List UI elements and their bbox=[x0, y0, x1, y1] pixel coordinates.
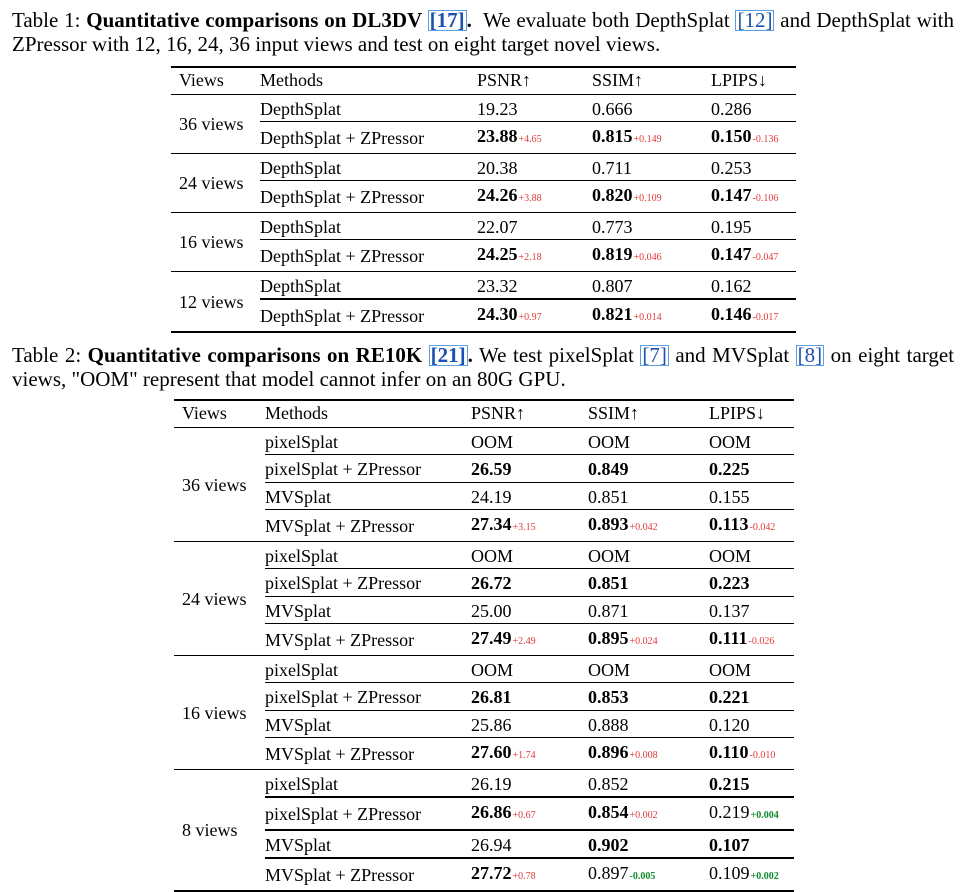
method-cell: pixelSplat + ZPressor bbox=[265, 455, 471, 483]
psnr-value: 27.72 bbox=[471, 863, 512, 883]
table2-caption-text-c: on eight target views, "OOM" represent that model cannot infer on an 80G GPU. bbox=[12, 343, 955, 391]
lpips-delta: -0.047 bbox=[752, 252, 779, 263]
table1-caption-label: Table 1: bbox=[12, 8, 81, 32]
views-cell: 8 views bbox=[174, 769, 265, 891]
ssim-value: 0.853 bbox=[588, 687, 629, 707]
method-cell: MVSplat + ZPressor bbox=[265, 858, 471, 891]
psnr-value: 24.30 bbox=[477, 304, 518, 324]
psnr-value: 26.81 bbox=[471, 687, 512, 707]
table-row bbox=[174, 797, 794, 830]
psnr-value: 26.72 bbox=[471, 573, 512, 593]
lpips-delta: -0.106 bbox=[752, 193, 779, 204]
table1-caption-title-text: Quantitative comparisons on DL3DV bbox=[86, 8, 422, 32]
lpips-cell bbox=[709, 482, 794, 510]
method-cell: MVSplat bbox=[265, 482, 471, 510]
lpips-delta: -0.026 bbox=[748, 636, 775, 647]
ssim-cell bbox=[588, 541, 709, 569]
table1-header-methods: Methods bbox=[260, 67, 477, 94]
table2-caption-title: Quantitative comparisons on RE10K [21]. bbox=[87, 343, 473, 367]
lpips-cell bbox=[711, 240, 796, 272]
psnr-value: OOM bbox=[471, 545, 514, 566]
psnr-value: 26.59 bbox=[471, 459, 512, 479]
ssim-cell bbox=[588, 858, 709, 891]
psnr-value: 22.07 bbox=[477, 216, 518, 237]
psnr-delta: +0.67 bbox=[512, 810, 536, 821]
psnr-cell bbox=[477, 240, 592, 272]
lpips-cell bbox=[709, 596, 794, 624]
lpips-value: 0.113 bbox=[709, 514, 749, 534]
table2-citation-link-21[interactable]: [21] bbox=[430, 343, 466, 367]
ssim-cell bbox=[592, 212, 711, 240]
lpips-value: 0.195 bbox=[711, 216, 752, 237]
ssim-cell bbox=[588, 510, 709, 542]
table2-header-methods: Methods bbox=[265, 400, 471, 427]
ssim-cell bbox=[588, 797, 709, 830]
lpips-cell bbox=[709, 510, 794, 542]
method-cell: MVSplat bbox=[265, 710, 471, 738]
table-row bbox=[171, 153, 796, 181]
psnr-cell bbox=[471, 830, 588, 859]
table1-caption-text-b: and DepthSplat with ZPressor with 12, 16, 24, 36 input views and test on eight target novel views. bbox=[12, 8, 955, 56]
psnr-delta: +0.78 bbox=[512, 871, 536, 882]
table-row bbox=[171, 212, 796, 240]
lpips-cell bbox=[711, 212, 796, 240]
psnr-delta: +4.65 bbox=[518, 134, 542, 145]
lpips-value: 0.219 bbox=[709, 802, 750, 822]
method-cell: pixelSplat + ZPressor bbox=[265, 683, 471, 711]
table-group bbox=[171, 94, 796, 153]
ssim-cell bbox=[588, 596, 709, 624]
lpips-cell bbox=[711, 299, 796, 332]
lpips-cell bbox=[709, 830, 794, 859]
psnr-cell bbox=[477, 181, 592, 213]
ssim-cell bbox=[588, 569, 709, 597]
psnr-value: OOM bbox=[471, 659, 514, 680]
table-group bbox=[171, 153, 796, 212]
table1-header-views: Views bbox=[171, 67, 260, 94]
method-cell: MVSplat bbox=[265, 830, 471, 859]
ssim-cell bbox=[588, 427, 709, 455]
psnr-cell bbox=[471, 596, 588, 624]
lpips-cell bbox=[709, 541, 794, 569]
psnr-value: 26.19 bbox=[471, 773, 512, 794]
lpips-delta: -0.042 bbox=[749, 522, 776, 533]
table-row bbox=[174, 830, 794, 859]
ssim-value: 0.807 bbox=[592, 275, 633, 296]
lpips-value: OOM bbox=[709, 431, 752, 452]
table-row bbox=[174, 510, 794, 542]
method-cell: MVSplat + ZPressor bbox=[265, 738, 471, 770]
lpips-cell bbox=[709, 569, 794, 597]
table2-caption-title-text: Quantitative comparisons on RE10K bbox=[87, 343, 423, 367]
psnr-value: 20.38 bbox=[477, 157, 518, 178]
psnr-cell bbox=[477, 299, 592, 332]
table1-caption-title: Quantitative comparisons on DL3DV [17]. bbox=[86, 8, 472, 32]
lpips-value: 0.137 bbox=[709, 600, 750, 621]
ssim-cell bbox=[588, 830, 709, 859]
psnr-cell bbox=[471, 683, 588, 711]
table-row bbox=[174, 655, 794, 683]
lpips-value: OOM bbox=[709, 659, 752, 680]
ssim-value: 0.893 bbox=[588, 514, 629, 534]
psnr-cell bbox=[471, 655, 588, 683]
ssim-cell bbox=[588, 655, 709, 683]
method-cell: pixelSplat bbox=[265, 655, 471, 683]
lpips-value: 0.147 bbox=[711, 244, 752, 264]
table-group bbox=[174, 655, 794, 769]
ssim-value: 0.852 bbox=[588, 773, 629, 794]
table1 bbox=[171, 66, 796, 333]
table-row bbox=[174, 624, 794, 656]
table-row bbox=[174, 858, 794, 891]
psnr-cell bbox=[471, 797, 588, 830]
psnr-value: 25.00 bbox=[471, 600, 512, 621]
lpips-value: 0.120 bbox=[709, 714, 750, 735]
psnr-delta: +3.88 bbox=[518, 193, 542, 204]
table-row bbox=[174, 455, 794, 483]
psnr-delta: +2.18 bbox=[518, 252, 542, 263]
ssim-value: OOM bbox=[588, 431, 631, 452]
method-cell: DepthSplat + ZPressor bbox=[260, 181, 477, 213]
method-cell: MVSplat + ZPressor bbox=[265, 510, 471, 542]
lpips-value: 0.225 bbox=[709, 459, 750, 479]
lpips-delta: +0.002 bbox=[750, 871, 779, 882]
ssim-delta: +0.002 bbox=[629, 810, 658, 821]
lpips-value: 0.223 bbox=[709, 573, 750, 593]
lpips-cell bbox=[711, 153, 796, 181]
lpips-cell bbox=[709, 624, 794, 656]
lpips-value: 0.286 bbox=[711, 98, 752, 119]
psnr-value: 25.86 bbox=[471, 714, 512, 735]
psnr-cell bbox=[471, 769, 588, 797]
ssim-delta: +0.014 bbox=[633, 312, 662, 323]
psnr-value: 27.49 bbox=[471, 628, 512, 648]
ssim-cell bbox=[588, 624, 709, 656]
views-cell: 16 views bbox=[174, 655, 265, 769]
ssim-value: 0.815 bbox=[592, 126, 633, 146]
lpips-value: 0.215 bbox=[709, 773, 750, 794]
ssim-value: 0.666 bbox=[592, 98, 633, 119]
ssim-cell bbox=[592, 153, 711, 181]
ssim-value: 0.821 bbox=[592, 304, 633, 324]
psnr-cell bbox=[477, 153, 592, 181]
method-cell: pixelSplat bbox=[265, 541, 471, 569]
psnr-cell bbox=[471, 738, 588, 770]
table-row bbox=[171, 271, 796, 299]
ssim-cell bbox=[592, 271, 711, 299]
lpips-cell bbox=[711, 122, 796, 154]
method-cell: DepthSplat + ZPressor bbox=[260, 299, 477, 332]
psnr-cell bbox=[471, 858, 588, 891]
ssim-value: 0.888 bbox=[588, 714, 629, 735]
psnr-value: 19.23 bbox=[477, 98, 518, 119]
psnr-cell bbox=[471, 710, 588, 738]
table-row bbox=[171, 94, 796, 122]
psnr-cell bbox=[477, 271, 592, 299]
ssim-value: 0.871 bbox=[588, 600, 629, 621]
lpips-value: 0.110 bbox=[709, 742, 749, 762]
ssim-value: 0.773 bbox=[592, 216, 633, 237]
lpips-delta: -0.010 bbox=[749, 750, 776, 761]
ssim-value: 0.851 bbox=[588, 486, 629, 507]
lpips-cell bbox=[709, 427, 794, 455]
lpips-value: 0.253 bbox=[711, 157, 752, 178]
lpips-value: 0.109 bbox=[709, 863, 750, 883]
views-cell: 24 views bbox=[171, 153, 260, 212]
lpips-value: 0.107 bbox=[709, 834, 750, 855]
psnr-value: 27.60 bbox=[471, 742, 512, 762]
table2-citation-link-7[interactable]: [7] bbox=[642, 343, 667, 367]
lpips-delta: +0.004 bbox=[750, 810, 779, 821]
table-row bbox=[174, 596, 794, 624]
psnr-cell bbox=[477, 122, 592, 154]
table-row bbox=[171, 122, 796, 154]
ssim-cell bbox=[588, 710, 709, 738]
table2-caption-label: Table 2: bbox=[12, 343, 82, 367]
table-group bbox=[174, 769, 794, 891]
lpips-value: 0.146 bbox=[711, 304, 752, 324]
psnr-delta: +3.15 bbox=[512, 522, 536, 533]
psnr-value: 26.86 bbox=[471, 802, 512, 822]
table2 bbox=[174, 399, 794, 892]
table1-caption-text-a: We evaluate both DepthSplat bbox=[483, 8, 730, 32]
method-cell: DepthSplat bbox=[260, 271, 477, 299]
psnr-cell bbox=[471, 510, 588, 542]
table-group bbox=[174, 427, 794, 541]
ssim-value: OOM bbox=[588, 545, 631, 566]
table-group bbox=[174, 541, 794, 655]
psnr-value: 27.34 bbox=[471, 514, 512, 534]
table-row bbox=[174, 427, 794, 455]
lpips-cell bbox=[709, 655, 794, 683]
ssim-value: 0.820 bbox=[592, 185, 633, 205]
lpips-cell bbox=[711, 181, 796, 213]
table-row bbox=[171, 299, 796, 332]
lpips-cell bbox=[709, 710, 794, 738]
lpips-cell bbox=[709, 769, 794, 797]
lpips-cell bbox=[711, 271, 796, 299]
ssim-value: 0.895 bbox=[588, 628, 629, 648]
ssim-delta: +0.008 bbox=[629, 750, 658, 761]
ssim-delta: -0.005 bbox=[629, 871, 656, 882]
method-cell: DepthSplat bbox=[260, 153, 477, 181]
psnr-delta: +0.97 bbox=[518, 312, 542, 323]
lpips-cell bbox=[709, 455, 794, 483]
psnr-cell bbox=[477, 94, 592, 122]
table-row bbox=[174, 710, 794, 738]
psnr-cell bbox=[471, 427, 588, 455]
lpips-value: 0.111 bbox=[709, 628, 748, 648]
table2-header-lpips: LPIPS↓ bbox=[709, 400, 794, 427]
method-cell: DepthSplat bbox=[260, 212, 477, 240]
method-cell: pixelSplat + ZPressor bbox=[265, 569, 471, 597]
ssim-delta: +0.024 bbox=[629, 636, 658, 647]
table-row bbox=[174, 482, 794, 510]
views-cell: 36 views bbox=[174, 427, 265, 541]
psnr-delta: +2.49 bbox=[512, 636, 536, 647]
lpips-cell bbox=[711, 94, 796, 122]
psnr-value: OOM bbox=[471, 431, 514, 452]
table-row bbox=[174, 683, 794, 711]
table2-caption-text-and: and MVSplat bbox=[675, 343, 790, 367]
lpips-delta: -0.136 bbox=[752, 134, 779, 145]
table2-caption bbox=[12, 343, 954, 391]
method-cell: DepthSplat + ZPressor bbox=[260, 240, 477, 272]
ssim-cell bbox=[592, 240, 711, 272]
ssim-value: OOM bbox=[588, 659, 631, 680]
method-cell: DepthSplat + ZPressor bbox=[260, 122, 477, 154]
method-cell: pixelSplat bbox=[265, 769, 471, 797]
table-row bbox=[171, 181, 796, 213]
ssim-delta: +0.109 bbox=[633, 193, 662, 204]
method-cell: pixelSplat + ZPressor bbox=[265, 797, 471, 830]
ssim-value: 0.896 bbox=[588, 742, 629, 762]
ssim-cell bbox=[588, 455, 709, 483]
ssim-cell bbox=[588, 769, 709, 797]
table-group bbox=[171, 212, 796, 271]
table2-caption-text-a: We test pixelSplat bbox=[479, 343, 634, 367]
psnr-cell bbox=[471, 541, 588, 569]
views-cell: 24 views bbox=[174, 541, 265, 655]
psnr-value: 23.32 bbox=[477, 275, 518, 296]
psnr-value: 26.94 bbox=[471, 834, 512, 855]
lpips-value: OOM bbox=[709, 545, 752, 566]
ssim-cell bbox=[592, 122, 711, 154]
table1-caption bbox=[12, 8, 954, 56]
table2-citation-link-8[interactable]: [8] bbox=[797, 343, 823, 367]
table-row bbox=[174, 541, 794, 569]
psnr-value: 23.88 bbox=[477, 126, 518, 146]
table1-header-psnr: PSNR↑ bbox=[477, 67, 592, 94]
table-row bbox=[174, 769, 794, 797]
ssim-delta: +0.046 bbox=[633, 252, 662, 263]
ssim-cell bbox=[592, 299, 711, 332]
lpips-cell bbox=[709, 683, 794, 711]
ssim-value: 0.902 bbox=[588, 834, 629, 855]
psnr-cell bbox=[471, 455, 588, 483]
method-cell: MVSplat + ZPressor bbox=[265, 624, 471, 656]
table1-header-ssim: SSIM↑ bbox=[592, 67, 711, 94]
ssim-delta: +0.149 bbox=[633, 134, 662, 145]
lpips-value: 0.150 bbox=[711, 126, 752, 146]
ssim-cell bbox=[592, 94, 711, 122]
psnr-value: 24.19 bbox=[471, 486, 512, 507]
lpips-cell bbox=[709, 738, 794, 770]
psnr-cell bbox=[471, 569, 588, 597]
method-cell: MVSplat bbox=[265, 596, 471, 624]
ssim-value: 0.819 bbox=[592, 244, 633, 264]
table-group bbox=[171, 271, 796, 332]
table1-citation-link-12[interactable]: [12] bbox=[737, 8, 773, 32]
method-cell: DepthSplat bbox=[260, 94, 477, 122]
lpips-value: 0.162 bbox=[711, 275, 752, 296]
table-row bbox=[174, 738, 794, 770]
table2-header-views: Views bbox=[174, 400, 265, 427]
ssim-value: 0.897 bbox=[588, 863, 629, 883]
method-cell: pixelSplat bbox=[265, 427, 471, 455]
lpips-cell bbox=[709, 797, 794, 830]
lpips-value: 0.221 bbox=[709, 687, 750, 707]
lpips-cell bbox=[709, 858, 794, 891]
ssim-value: 0.849 bbox=[588, 459, 629, 479]
ssim-cell bbox=[592, 181, 711, 213]
table1-header-lpips: LPIPS↓ bbox=[711, 67, 796, 94]
ssim-cell bbox=[588, 482, 709, 510]
table-row bbox=[174, 569, 794, 597]
psnr-cell bbox=[471, 482, 588, 510]
psnr-value: 24.26 bbox=[477, 185, 518, 205]
ssim-value: 0.711 bbox=[592, 157, 632, 178]
psnr-value: 24.25 bbox=[477, 244, 518, 264]
table1-citation-link-17[interactable]: [17] bbox=[429, 8, 465, 32]
views-cell: 16 views bbox=[171, 212, 260, 271]
views-cell: 12 views bbox=[171, 271, 260, 332]
psnr-delta: +1.74 bbox=[512, 750, 536, 761]
ssim-cell bbox=[588, 738, 709, 770]
ssim-cell bbox=[588, 683, 709, 711]
lpips-value: 0.155 bbox=[709, 486, 750, 507]
table2-header-row bbox=[174, 400, 794, 427]
lpips-delta: -0.017 bbox=[752, 312, 779, 323]
psnr-cell bbox=[471, 624, 588, 656]
psnr-cell bbox=[477, 212, 592, 240]
lpips-value: 0.147 bbox=[711, 185, 752, 205]
ssim-delta: +0.042 bbox=[629, 522, 658, 533]
ssim-value: 0.854 bbox=[588, 802, 629, 822]
table2-header-ssim: SSIM↑ bbox=[588, 400, 709, 427]
views-cell: 36 views bbox=[171, 94, 260, 153]
ssim-value: 0.851 bbox=[588, 573, 629, 593]
table2-header-psnr: PSNR↑ bbox=[471, 400, 588, 427]
table-row bbox=[171, 240, 796, 272]
table1-header-row bbox=[171, 67, 796, 94]
